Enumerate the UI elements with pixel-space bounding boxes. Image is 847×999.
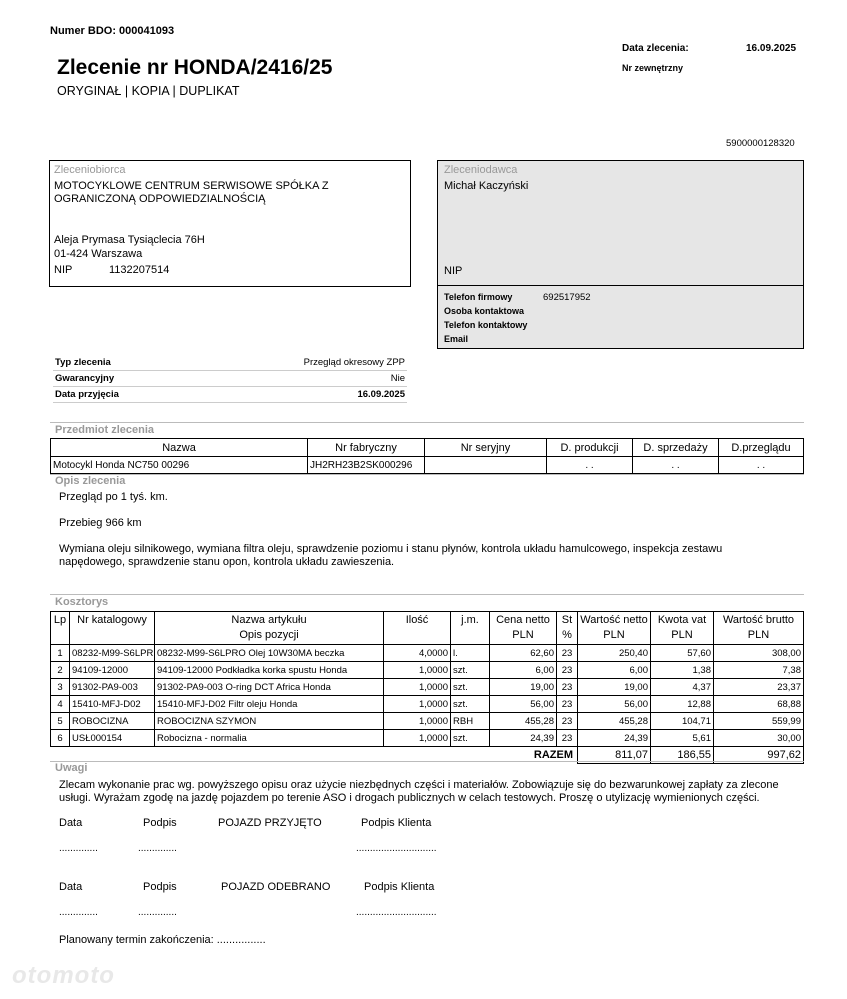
cost-vat-amount: 5,61 — [651, 730, 714, 747]
costs-row — [51, 730, 804, 747]
subject-label: Przedmiot zlecenia — [55, 424, 155, 436]
cost-lp: 2 — [51, 662, 70, 679]
watermark-logo: otomoto — [12, 962, 115, 989]
cost-lp: 3 — [51, 679, 70, 696]
costs-label: Kosztorys — [55, 596, 109, 608]
sig1-sign-dots: .............. — [138, 843, 177, 854]
cost-lp: 5 — [51, 713, 70, 730]
description-line3: Wymiana oleju silnikowego, wymiana filtra oleju, sprawdzenie poziomu i stanu płynów, kontrola układu hamulcowego, inspekcja zestawu — [59, 543, 723, 555]
costs-col-name-line1: Nazwa artykułu — [231, 614, 307, 626]
subject-header-row — [51, 439, 804, 457]
cost-vat-rate: 23 — [557, 645, 578, 662]
contractor-nip-value: 1132207514 — [109, 264, 170, 276]
cost-lp: 1 — [51, 645, 70, 662]
cost-qty: 1,0000 — [384, 696, 451, 713]
subject-col-production-date: D. produkcji — [547, 439, 633, 457]
cost-vat-rate: 23 — [557, 730, 578, 747]
cost-price: 6,00 — [490, 662, 557, 679]
cost-gross: 30,00 — [714, 730, 804, 747]
cost-price: 24,39 — [490, 730, 557, 747]
cost-name: 15410-MFJ-D02 Filtr oleju Honda — [155, 696, 384, 713]
cost-lp: 6 — [51, 730, 70, 747]
description-line4: napędowego, sprawdzenie stanu opon, kontrola układu zawieszenia. — [59, 556, 395, 568]
cost-vat-rate: 23 — [557, 662, 578, 679]
contractor-name — [54, 180, 329, 206]
costs-row — [51, 696, 804, 713]
subject-factory-no: JH2RH23B2SK000296 — [308, 457, 425, 474]
order-info-divider-1 — [53, 370, 407, 371]
description-line2: Przebieg 966 km — [59, 517, 142, 529]
sig1-sign-label: Podpis — [143, 817, 177, 829]
cost-gross: 23,37 — [714, 679, 804, 696]
costs-col-qty: Ilość — [384, 612, 451, 645]
sig2-date-label: Data — [59, 881, 83, 893]
vehicle-returned-label: POJAZD ODEBRANO — [221, 881, 331, 893]
total-gross: 997,62 — [714, 747, 804, 764]
order-date-label: Data zlecenia: — [622, 43, 689, 54]
cost-gross: 7,38 — [714, 662, 804, 679]
costs-row — [51, 679, 804, 696]
cost-net: 24,39 — [578, 730, 651, 747]
costs-col-vat-rate-line2: % — [562, 629, 572, 641]
cost-name: 08232-M99-S6LPRO Olej 10W30MA beczka — [155, 645, 384, 662]
cost-unit: szt. — [451, 730, 490, 747]
costs-col-lp: Lp — [51, 612, 70, 645]
cost-name: 94109-12000 Podkładka korka spustu Honda — [155, 662, 384, 679]
notes-label: Uwagi — [55, 762, 88, 774]
subject-sale-date: . . — [633, 457, 719, 474]
cost-name: Robocizna - normalia — [155, 730, 384, 747]
cost-unit: szt. — [451, 679, 490, 696]
description-section-divider — [50, 474, 804, 475]
cost-net: 455,28 — [578, 713, 651, 730]
client-contact-phone-label: Telefon kontaktowy — [444, 320, 528, 330]
barcode-number: 5900000128320 — [726, 138, 795, 149]
cost-net: 6,00 — [578, 662, 651, 679]
subject-name: Motocykl Honda NC750 00296 — [51, 457, 308, 474]
costs-header-row — [51, 612, 804, 645]
cost-catalog: 91302-PA9-003 — [70, 679, 155, 696]
document-copy-type: ORYGINAŁ | KOPIA | DUPLIKAT — [57, 84, 240, 98]
costs-col-gross-line2: PLN — [747, 629, 770, 641]
cost-vat-amount: 104,71 — [651, 713, 714, 730]
costs-col-net-value — [578, 612, 651, 645]
costs-col-net-value-line2: PLN — [603, 629, 625, 641]
costs-col-unit: j.m. — [451, 612, 490, 645]
cost-catalog: 94109-12000 — [70, 662, 155, 679]
cost-price: 19,00 — [490, 679, 557, 696]
planned-completion: Planowany termin zakończenia: ................ — [59, 934, 266, 946]
warranty-value: Nie — [390, 373, 405, 384]
contractor-nip-label: NIP — [54, 264, 73, 276]
total-net: 811,07 — [578, 747, 651, 764]
notes-section-divider — [50, 761, 804, 762]
costs-col-vat-rate — [557, 612, 578, 645]
subject-section-divider — [50, 422, 804, 423]
cost-gross: 559,99 — [714, 713, 804, 730]
description-label: Opis zlecenia — [55, 475, 126, 487]
subject-col-serial-no: Nr seryjny — [425, 439, 547, 457]
order-date-value: 16.09.2025 — [746, 43, 797, 54]
costs-col-price — [490, 612, 557, 645]
sig2-client-sign-label: Podpis Klienta — [364, 881, 435, 893]
cost-catalog: 15410-MFJ-D02 — [70, 696, 155, 713]
cost-unit: l. — [451, 645, 490, 662]
sig1-date-label: Data — [59, 817, 83, 829]
subject-col-name: Nazwa — [51, 439, 308, 457]
costs-table — [50, 611, 804, 764]
document-title: Zlecenie nr HONDA/2416/25 — [57, 56, 333, 79]
contractor-label: Zleceniobiorca — [54, 164, 126, 176]
order-type-value: Przegląd okresowy ZPP — [303, 357, 405, 368]
subject-serial-no — [425, 457, 547, 474]
cost-catalog: USŁ000154 — [70, 730, 155, 747]
cost-qty: 1,0000 — [384, 679, 451, 696]
cost-lp: 4 — [51, 696, 70, 713]
cost-qty: 1,0000 — [384, 713, 451, 730]
received-date-label: Data przyjęcia — [55, 389, 119, 400]
client-contact-label: Osoba kontaktowa — [444, 306, 525, 316]
costs-row — [51, 662, 804, 679]
sig1-client-sign-dots: ............................. — [356, 843, 437, 854]
costs-col-gross — [714, 612, 804, 645]
subject-col-sale-date: D. sprzedaży — [633, 439, 719, 457]
cost-unit: szt. — [451, 662, 490, 679]
client-name: Michał Kaczyński — [444, 180, 529, 192]
received-date-value: 16.09.2025 — [357, 389, 405, 400]
subject-row — [51, 457, 804, 474]
costs-row — [51, 713, 804, 730]
subject-table — [50, 438, 804, 474]
contractor-name-line2: OGRANICZONĄ ODPOWIEDZIALNOŚCIĄ — [54, 193, 266, 205]
sig2-sign-dots: .............. — [138, 907, 177, 918]
costs-col-net-value-line1: Wartość netto — [580, 614, 648, 626]
external-number-label: Nr zewnętrzny — [622, 63, 684, 73]
total-label: RAZEM — [51, 747, 578, 764]
cost-vat-rate: 23 — [557, 696, 578, 713]
cost-gross: 308,00 — [714, 645, 804, 662]
order-type-label: Typ zlecenia — [55, 357, 111, 368]
contractor-address2: 01-424 Warszawa — [54, 248, 143, 260]
cost-catalog: 08232-M99-S6LPR — [70, 645, 155, 662]
sig2-date-dots: .............. — [59, 907, 98, 918]
costs-col-vat-rate-line1: St — [561, 614, 573, 626]
cost-vat-amount: 1,38 — [651, 662, 714, 679]
cost-catalog: ROBOCIZNA — [70, 713, 155, 730]
order-info-divider-2 — [53, 386, 407, 387]
cost-name: ROBOCIZNA SZYMON — [155, 713, 384, 730]
costs-col-name — [155, 612, 384, 645]
cost-net: 56,00 — [578, 696, 651, 713]
subject-col-factory-no: Nr fabryczny — [308, 439, 425, 457]
costs-section-divider — [50, 594, 804, 595]
cost-gross: 68,88 — [714, 696, 804, 713]
client-phone-value: 692517952 — [543, 292, 591, 303]
cost-qty: 1,0000 — [384, 662, 451, 679]
client-phone-label: Telefon firmowy — [444, 292, 513, 302]
costs-row — [51, 645, 804, 662]
costs-col-vat-amount-line2: PLN — [671, 629, 693, 641]
subject-col-review-date: D.przeglądu — [719, 439, 804, 457]
cost-unit: RBH — [451, 713, 490, 730]
notes-line2: usługi. Wyrażam zgodę na jazdę pojazdem po terenie ASO i drogach publicznych w celach testowych. Proszę o utylizację wymienionych części. — [59, 792, 760, 804]
contractor-address1: Aleja Prymasa Tysiąclecia 76H — [54, 234, 205, 246]
cost-price: 56,00 — [490, 696, 557, 713]
cost-qty: 1,0000 — [384, 730, 451, 747]
client-box-divider — [438, 285, 803, 286]
description-line1: Przegląd po 1 tyś. km. — [59, 491, 168, 503]
costs-col-vat-amount-line1: Kwota vat — [657, 614, 707, 626]
cost-unit: szt. — [451, 696, 490, 713]
costs-col-price-line1: Cena netto — [496, 614, 550, 626]
bdo-number: Numer BDO: 000041093 — [50, 25, 175, 37]
cost-net: 250,40 — [578, 645, 651, 662]
subject-review-date: . . — [719, 457, 804, 474]
costs-col-name-line2: Opis pozycji — [239, 629, 299, 641]
costs-col-gross-line1: Wartość brutto — [722, 614, 795, 626]
total-vat: 186,55 — [651, 747, 714, 764]
costs-col-price-line2: PLN — [512, 629, 534, 641]
costs-col-catalog: Nr katalogowy — [70, 612, 155, 645]
client-box — [437, 160, 804, 349]
cost-vat-amount: 12,88 — [651, 696, 714, 713]
sig1-client-sign-label: Podpis Klienta — [361, 817, 432, 829]
cost-vat-rate: 23 — [557, 679, 578, 696]
cost-qty: 4,0000 — [384, 645, 451, 662]
contractor-box — [49, 160, 411, 287]
sig2-client-sign-dots: ............................. — [356, 907, 437, 918]
sig2-sign-label: Podpis — [143, 881, 177, 893]
cost-net: 19,00 — [578, 679, 651, 696]
cost-vat-amount: 57,60 — [651, 645, 714, 662]
cost-name: 91302-PA9-003 O-ring DCT Africa Honda — [155, 679, 384, 696]
subject-production-date: . . — [547, 457, 633, 474]
contractor-name-line1: MOTOCYKLOWE CENTRUM SERWISOWE SPÓŁKA Z — [54, 180, 329, 192]
vehicle-received-label: POJAZD PRZYJĘTO — [218, 817, 322, 829]
order-info-divider-3 — [53, 402, 407, 403]
cost-vat-amount: 4,37 — [651, 679, 714, 696]
warranty-label: Gwarancyjny — [55, 373, 115, 384]
cost-price: 455,28 — [490, 713, 557, 730]
cost-vat-rate: 23 — [557, 713, 578, 730]
cost-price: 62,60 — [490, 645, 557, 662]
client-email-label: Email — [444, 334, 469, 344]
client-label: Zleceniodawca — [444, 164, 518, 176]
sig1-date-dots: .............. — [59, 843, 98, 854]
client-nip-label: NIP — [444, 265, 463, 277]
notes-line1: Zlecam wykonanie prac wg. powyższego opisu oraz użycie niezbędnych części i materiałów. Zobowiązuje się do bezwarunkowej zapłaty za zlecone — [59, 779, 779, 791]
costs-col-vat-amount — [651, 612, 714, 645]
